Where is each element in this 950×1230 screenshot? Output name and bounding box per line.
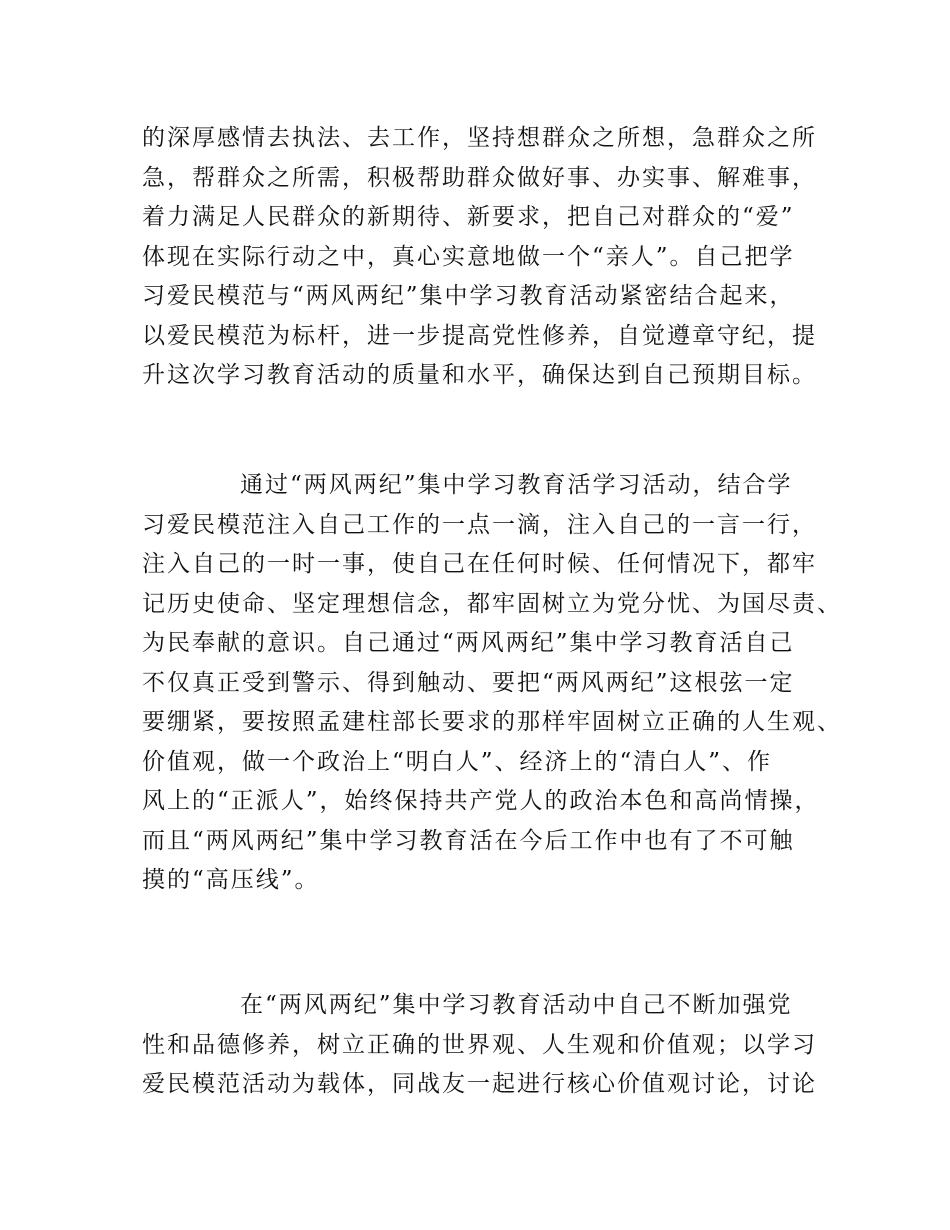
- paragraph-1: [142, 119, 817, 396]
- text-line-indented: 通过“两风两纪”集中学习教育活学习活动，结合学: [240, 472, 793, 498]
- text-line: 着力满足人民群众的新期待、新要求，把自己对群众的“爱”: [142, 204, 795, 230]
- text-line: 习爱民模范与“两风两纪”集中学习教育活动紧密结合起来，: [142, 283, 795, 309]
- text-line: 急，帮群众之所需，积极帮助群众做好事、办实事、解难事，: [142, 164, 817, 191]
- text-line: 而且“两风两纪”集中学习教育活在今后工作中也有了不可触: [142, 827, 795, 854]
- text-line: 不仅真正受到警示、得到触动、要把“两风两纪”这根弦一定: [142, 669, 795, 696]
- text-line: 风上的“正派人”，始终保持共产党人的政治本色和高尚情操，: [142, 788, 820, 814]
- text-line: 摸的“高压线”。: [142, 867, 320, 893]
- text-line: 的深厚感情去执法、去工作，坚持想群众之所想，急群众之所: [142, 125, 817, 151]
- text-line: 为民奉献的意识。自己通过“两风两纪”集中学习教育活自己: [142, 630, 795, 656]
- text-line: 价值观，做一个政治上“明白人”、经济上的“清白人”、作: [142, 748, 773, 775]
- text-line: 体现在实际行动之中，真心实意地做一个“亲人”。自己把学: [142, 243, 795, 270]
- text-line: 升这次学习教育活动的质量和水平，确保达到自己预期目标。: [142, 362, 817, 388]
- text-line: 习爱民模范注入自己工作的一点一滴，注入自己的一言一行，: [142, 511, 817, 538]
- text-line-indented: 在“两风两纪”集中学习教育活动中自己不断加强党: [240, 992, 793, 1018]
- text-line: 性和品德修养，树立正确的世界观、人生观和价值观；以学习: [142, 1031, 817, 1058]
- text-line: 爱民模范活动为载体，同战友一起进行核心价值观讨论，讨论: [142, 1071, 817, 1097]
- text-line: 记历史使命、坚定理想信念，都牢固树立为党分忧、为国尽责、: [142, 590, 842, 617]
- paragraph-3: [142, 986, 817, 1105]
- text-line: 注入自己的一时一事，使自己在任何时候、任何情况下，都牢: [142, 551, 817, 577]
- paragraph-2: [142, 466, 842, 901]
- text-line: 以爱民模范为标杆，进一步提高党性修养，自觉遵章守纪，提: [142, 322, 817, 349]
- text-line: 要绷紧，要按照孟建柱部长要求的那样牢固树立正确的人生观、: [142, 709, 842, 735]
